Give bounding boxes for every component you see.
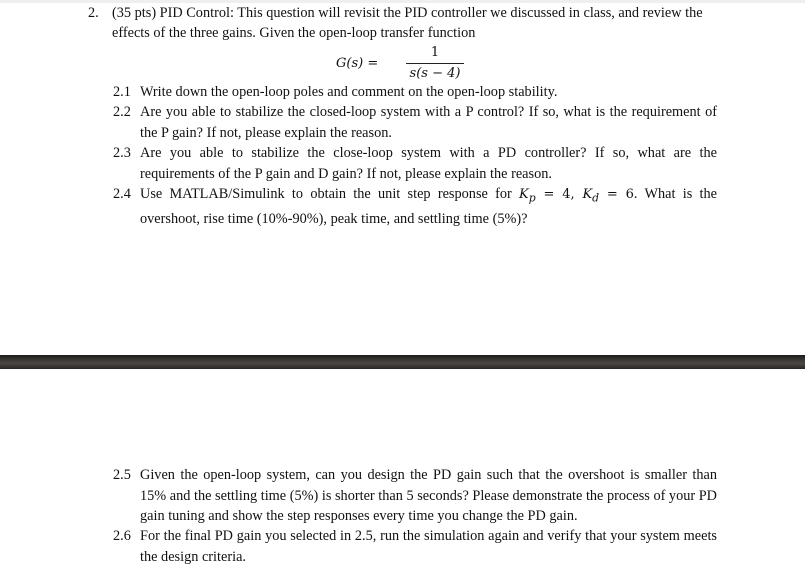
fraction-bar xyxy=(406,63,464,64)
formula-numerator: 1 xyxy=(430,45,440,60)
item-text: Are you able to stabilize the closed-loop system with a P control? If so, what is the requirement of the P gain? If not, please explain the reason. xyxy=(140,104,717,141)
item-number: 2.5 xyxy=(113,467,131,483)
item-number: 2.4 xyxy=(113,186,131,202)
question-number: 2. xyxy=(88,5,99,21)
item-text: Write down the open-loop poles and comment on the open-loop stability. xyxy=(140,84,558,100)
item-text-part: Use MATLAB/Simulink to obtain the unit step response for xyxy=(140,186,520,202)
formula-fraction xyxy=(406,44,464,82)
item-text: Given the open-loop system, can you design the PD gain such that the overshoot is smaller than 15% and the settling time (5%) is shorter than 5 seconds? Please demonstrate the process of your PD gain tuning and show the step responses every time you change the PD gain. xyxy=(140,467,717,524)
item-text: For the final PD gain you selected in 2.5, run the simulation again and verify that your system meets the design criteria. xyxy=(140,528,717,565)
item-number: 2.3 xyxy=(113,145,131,161)
kp-symbol: $K_p$ xyxy=(519,187,536,205)
question-intro: (35 pts) PID Control: This question will revisit the PID controller we discussed in class, and review the effects of the three gains. Given the open-loop transfer function xyxy=(112,5,703,41)
formula-lhs: G(s) = xyxy=(336,56,379,71)
item-number: 2.6 xyxy=(113,528,131,544)
kd-symbol: $K_d$ xyxy=(582,187,600,205)
item-number: 2.2 xyxy=(113,104,131,120)
item-text xyxy=(140,184,717,230)
kd-value: = 6 xyxy=(599,187,634,202)
item-text-part: . What is the overshoot, rise time (10%-90%), peak time, and settling time (5%)? xyxy=(140,186,717,228)
item-text: Are you able to stabilize the close-loop system with a PD controller? If so, what are the requirements of the P gain and D gain? If not, please explain the reason. xyxy=(140,145,717,182)
kp-value: = 4, xyxy=(535,187,583,202)
page-break-divider xyxy=(0,355,805,369)
formula-denominator: s(s − 4) xyxy=(409,66,461,81)
item-number: 2.1 xyxy=(113,84,131,100)
